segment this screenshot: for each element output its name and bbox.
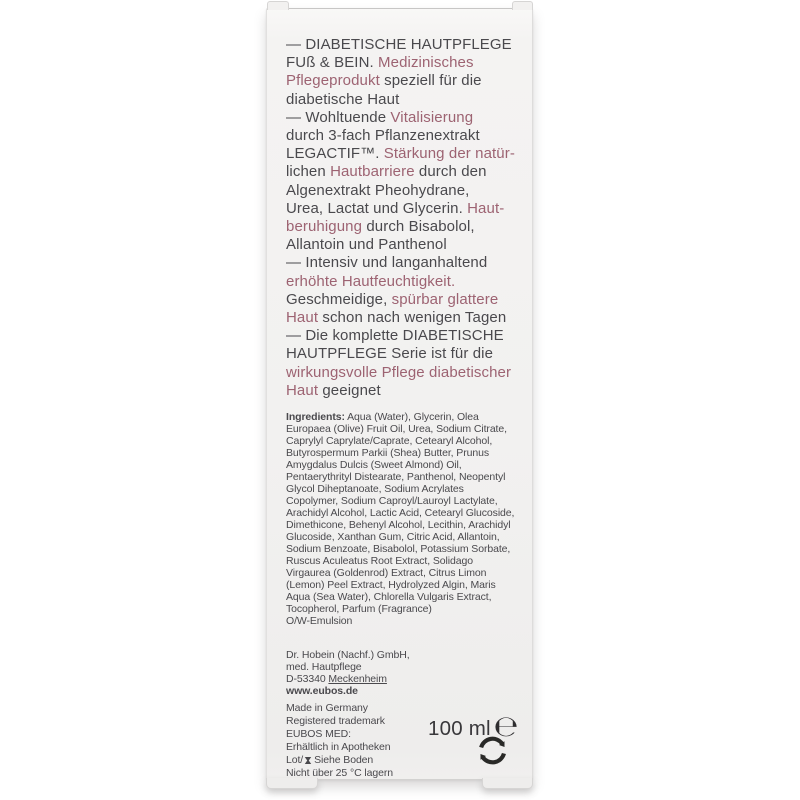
- claims-line: FUß & BEIN. Medizinisches: [286, 54, 474, 72]
- ingredients-label: Ingredients:: [286, 411, 345, 423]
- storage-note: Nicht über 25 °C lagern: [286, 766, 393, 779]
- website-text: www.eubos.de: [286, 685, 358, 697]
- volume-amount: 100 ml: [428, 717, 491, 740]
- footer-line: Made in Germany: [286, 702, 368, 714]
- claims-line: Haut geeignet: [286, 381, 381, 399]
- footer-info: [286, 702, 393, 779]
- claims-line: wirkungsvolle Pflege diabetischer: [286, 363, 512, 381]
- ingredients-section: [286, 411, 516, 627]
- claims-line: Haut schon nach wenigen Tagen: [286, 309, 507, 327]
- ingredients-list: Aqua (Water), Glycerin, Olea Europaea (Olive) Fruit Oil, Urea, Sodium Citrate, Caprylyl Caprylate/Caprate, Cetearyl Alcohol, Butyrospermum Parkii (Shea) Butter, Prunus Amygdalus Dulcis (Sweet Almond) Oil, Pentaerythrityl Distearate, Panthenol, Neopentyl Glycol Diheptanoate, Sodium Acrylates Copolymer, Sodium Caproyl/Lauroyl Lactylate, Arachidyl Alcohol, Lactic Acid, Cetearyl Glucoside, Dimethicone, Behenyl Alcohol, Lecithin, Arachidyl Glucoside, Xanthan Gum, Citric Acid, Allantoin, Sodium Benzoate, Bisabolol, Potassium Sorbate, Ruscus Aculeatus Root Extract, Solidago Virgaurea (Goldenrod) Extract, Citrus Limon (Lemon) Peel Extract, Hydrolyzed Algin, Maris Aqua (Sea Water), Chlorella Vulgaris Extract, Tocopherol, Parfum (Fragrance): [286, 411, 515, 615]
- lot-label: Lot/: [286, 753, 304, 766]
- emulsion-type: O/W-Emulsion: [286, 615, 353, 627]
- box-flap-tab-top-right: [512, 1, 533, 10]
- claims-line: beruhigung durch Bisabolol,: [286, 218, 475, 236]
- claims-line: Allantoin und Panthenol: [286, 236, 447, 254]
- manufacturer-name: Dr. Hobein (Nachf.) GmbH,: [286, 649, 410, 661]
- claims-line: lichen Hautbarriere durch den: [286, 163, 487, 181]
- hourglass-icon: [304, 756, 312, 765]
- box-flap-tab-top-left: [267, 1, 289, 10]
- claims-line: Urea, Lactat und Glycerin. Haut-: [286, 199, 505, 217]
- lot-line: [286, 754, 393, 767]
- lot-suffix: Siehe Boden: [314, 753, 374, 766]
- claims-line: Geschmeidige, spürbar glattere: [286, 290, 499, 308]
- claims-line: Algenextrakt Pheohydrane,: [286, 181, 470, 199]
- footer-line: Erhältlich in Apotheken: [286, 740, 391, 753]
- claims-line: HAUTPFLEGE Serie ist für die: [286, 345, 494, 363]
- product-box-back-panel: [266, 8, 533, 780]
- claims-line: diabetische Haut: [286, 90, 400, 108]
- manufacturer-info: [286, 649, 410, 697]
- box-flap-tab-bottom-left: [266, 778, 318, 789]
- claims-line: erhöhte Hautfeuchtigkeit.: [286, 272, 456, 290]
- claims-line: — Wohltuende Vitalisierung: [286, 108, 474, 126]
- claims-line: durch 3-fach Pflanzenextrakt: [286, 127, 480, 145]
- postal-code: D-53340: [286, 673, 329, 685]
- estimated-sign: ℮: [493, 709, 519, 743]
- claims-text: [286, 36, 515, 400]
- footer-lines: [286, 702, 393, 754]
- manufacturer-division: med. Hautpflege: [286, 661, 362, 673]
- city-underlined: Meckenheim: [328, 673, 387, 685]
- claims-line: — Die komplette DIABETISCHE: [286, 327, 504, 345]
- footer-line: EUBOS MED:: [286, 727, 351, 740]
- claims-line: LEGACTIF™. Stärkung der natür-: [286, 145, 515, 163]
- claims-line: — DIABETISCHE HAUTPFLEGE: [286, 36, 512, 53]
- manufacturer-address: [286, 673, 410, 685]
- footer-line: Registered trademark: [286, 714, 385, 727]
- box-flap-tab-bottom-right: [482, 778, 533, 789]
- green-dot-recycling-icon: [477, 735, 508, 766]
- claims-line: — Intensiv und langanhaltend: [286, 254, 488, 272]
- claims-line: Pflegeprodukt speziell für die: [286, 72, 482, 90]
